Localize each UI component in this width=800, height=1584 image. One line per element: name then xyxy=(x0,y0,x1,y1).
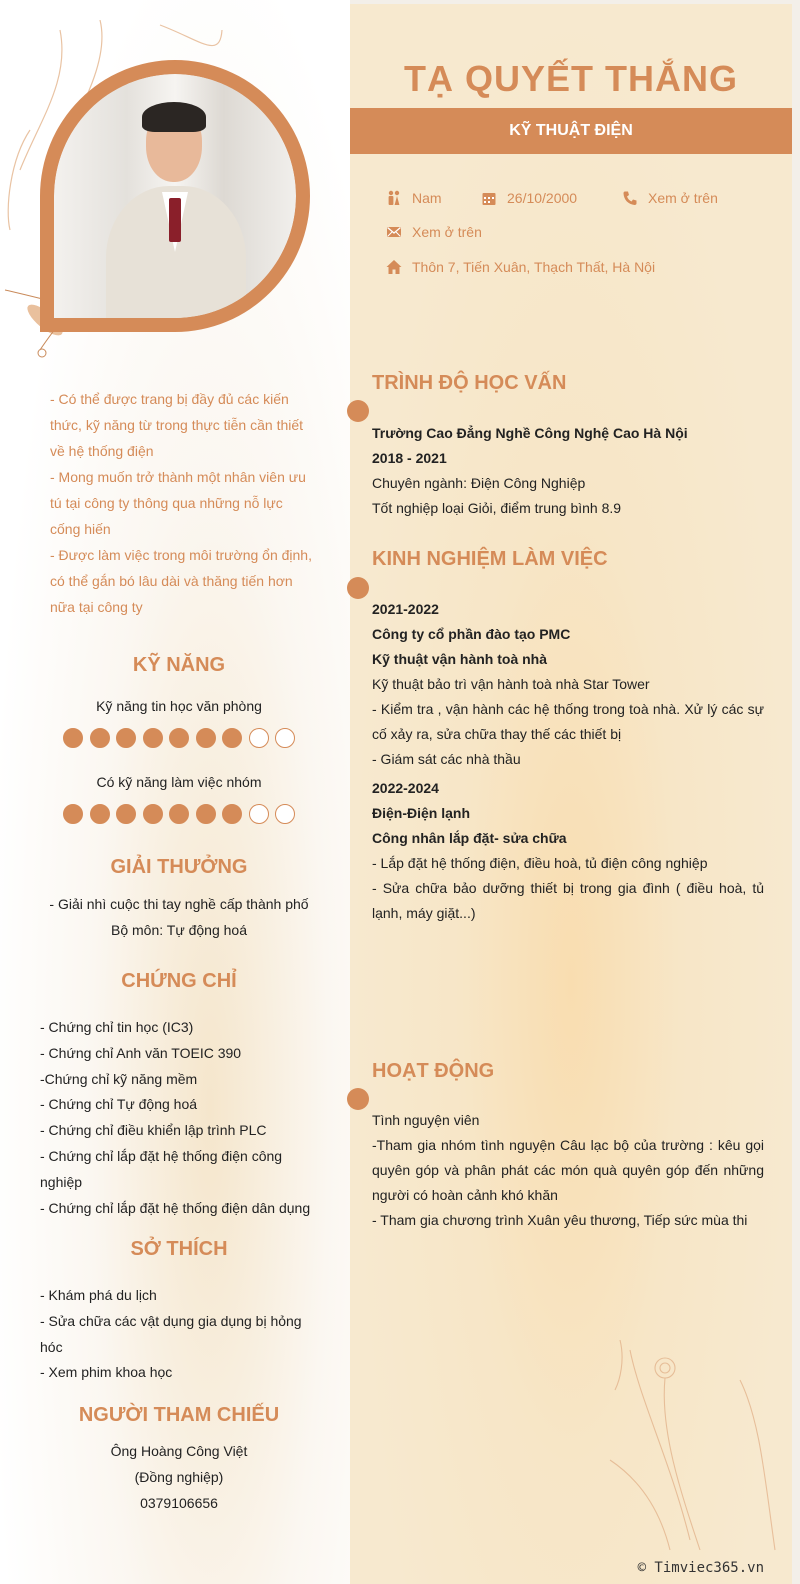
section-marker xyxy=(347,1088,369,1110)
rating-dot-filled xyxy=(169,728,189,748)
rating-dot-empty xyxy=(275,728,295,748)
school-name: Trường Cao Đẳng Nghề Công Nghệ Cao Hà Nội xyxy=(372,425,688,441)
address-info xyxy=(386,259,655,275)
hobbies-heading: SỞ THÍCH xyxy=(130,1238,228,1260)
candidate-name: TẠ QUYẾT THẮNG xyxy=(404,58,738,99)
list-item: - Khám phá du lịch xyxy=(40,1287,157,1303)
list-item: - Chứng chỉ lắp đặt hệ thống điện công nghiệp xyxy=(40,1147,283,1190)
rating-dot-filled xyxy=(90,804,110,824)
gender-icon xyxy=(386,190,402,206)
address-value: Thôn 7, Tiến Xuân, Thạch Thất, Hà Nội xyxy=(412,259,656,275)
list-item: - Sửa chữa các vật dụng gia dụng bị hỏng hóc xyxy=(40,1312,302,1355)
rating-dot-filled xyxy=(143,728,163,748)
rating-dot-filled xyxy=(196,728,216,748)
list-item: - Chứng chỉ Anh văn TOEIC 390 xyxy=(40,1044,242,1061)
career-objective xyxy=(50,386,312,620)
list-item: -Chứng chỉ kỹ năng mềm xyxy=(40,1070,198,1087)
job-title-bar: KỸ THUẬT ĐIỆN xyxy=(350,108,792,154)
rating-dot-filled xyxy=(196,804,216,824)
birthday-info xyxy=(481,190,577,206)
objective-line: - Mong muốn trở thành một nhân viên ưu tú tại công ty thông qua những nỗ lực cống hiến xyxy=(50,469,306,537)
profile-photo xyxy=(54,74,296,318)
hobbies-list xyxy=(40,1283,315,1386)
objective-line: - Được làm việc trong môi trường ổn định, có thể gắn bó lâu dài và thăng tiến hơn nữa tại công ty xyxy=(50,547,312,615)
list-item: - Chứng chỉ lắp đặt hệ thống điện dân dụng xyxy=(40,1199,311,1216)
rating-dot-filled xyxy=(222,804,242,824)
section-marker xyxy=(347,400,369,422)
home-icon xyxy=(386,259,402,275)
skill-label: Có kỹ năng làm việc nhóm xyxy=(96,774,262,790)
watermark: © Timviec365.vn xyxy=(637,1560,764,1576)
calendar-icon xyxy=(481,190,497,206)
email-value: Xem ở trên xyxy=(412,224,482,240)
section-marker xyxy=(347,577,369,599)
reference-relation: (Đồng nghiệp) xyxy=(134,1469,224,1485)
awards-heading: GIẢI THƯỞNG xyxy=(110,856,248,878)
flower-decoration-icon xyxy=(590,1340,790,1560)
rating-dot-filled xyxy=(116,804,136,824)
certificates-list xyxy=(40,1015,315,1221)
job-role: Kỹ thuật vận hành toà nhà xyxy=(372,651,548,667)
gender-info xyxy=(386,190,442,206)
job-detail: Kỹ thuật bảo trì vận hành toà nhà Star Tower xyxy=(372,676,650,692)
list-item: - Chứng chỉ tin học (IC3) xyxy=(40,1019,194,1035)
education-period: 2018 - 2021 xyxy=(372,450,447,466)
activities-block xyxy=(372,1108,764,1233)
job-company: Công ty cổ phần đào tạo PMC xyxy=(372,626,571,642)
birthday-value: 26/10/2000 xyxy=(507,190,578,206)
job-company: Điện-Điện lạnh xyxy=(372,805,471,821)
objective-line: - Có thể được trang bị đầy đủ các kiến thức, kỹ năng từ trong thực tiễn cần thiết về hệ thống điện xyxy=(50,391,304,459)
job-period: 2022-2024 xyxy=(372,780,439,796)
job-period: 2021-2022 xyxy=(372,601,439,617)
rating-dot-empty xyxy=(249,804,269,824)
skill-label: Kỹ năng tin học văn phòng xyxy=(96,698,262,714)
activity-title: Tình nguyện viên xyxy=(372,1112,480,1128)
job-detail: - Giám sát các nhà thầu xyxy=(372,751,521,767)
profile-photo-frame xyxy=(40,60,310,332)
activity-detail: - Tham gia chương trình Xuân yêu thương, Tiếp sức mùa thi xyxy=(372,1212,748,1228)
rating-dot-empty xyxy=(249,728,269,748)
award-line: - Giải nhì cuộc thi tay nghề cấp thành phố xyxy=(49,896,309,912)
experience-block xyxy=(372,597,764,926)
rating-dot-filled xyxy=(222,728,242,748)
email-info xyxy=(386,224,482,240)
job-role: Công nhân lắp đặt- sửa chữa xyxy=(372,830,567,846)
reference-name: Ông Hoàng Công Việt xyxy=(110,1443,248,1459)
activity-detail: -Tham gia nhóm tình nguyện Câu lạc bộ của trường : kêu gọi quyên góp và phân phát các món quà quyên góp đến những người có hoàn cảnh khó khăn xyxy=(372,1137,764,1203)
rating-dot-filled xyxy=(143,804,163,824)
phone-icon xyxy=(622,190,638,206)
rating-dot-filled xyxy=(90,728,110,748)
email-icon xyxy=(386,224,402,240)
skill-rating xyxy=(63,804,295,824)
education-major: Chuyên ngành: Điện Công Nghiệp xyxy=(372,475,586,491)
rating-dot-empty xyxy=(275,804,295,824)
rating-dot-filled xyxy=(63,728,83,748)
job-detail: - Sửa chữa bảo dưỡng thiết bị trong gia đình ( điều hoà, tủ lạnh, máy giặt...) xyxy=(372,880,764,921)
skill-rating xyxy=(63,728,295,748)
award-line: Bộ môn: Tự động hoá xyxy=(111,922,247,938)
list-item: - Chứng chỉ Tự động hoá xyxy=(40,1096,198,1113)
phone-info xyxy=(622,190,718,206)
education-block xyxy=(372,421,764,521)
education-heading: TRÌNH ĐỘ HỌC VẤN xyxy=(372,372,567,394)
job-detail: - Kiểm tra , vận hành các hệ thống trong toà nhà. Xử lý các sự cố xảy ra, sửa chữa thay thế các thiết bị xyxy=(372,701,764,742)
activities-heading: HOẠT ĐỘNG xyxy=(372,1060,495,1082)
certificates-heading: CHỨNG CHỈ xyxy=(121,970,237,992)
gender-value: Nam xyxy=(412,190,442,206)
list-item: - Chứng chỉ điều khiển lập trình PLC xyxy=(40,1122,267,1139)
job-detail: - Lắp đặt hệ thống điện, điều hoà, tủ điện công nghiệp xyxy=(372,855,708,871)
rating-dot-filled xyxy=(63,804,83,824)
rating-dot-filled xyxy=(169,804,189,824)
phone-value: Xem ở trên xyxy=(648,190,718,206)
rating-dot-filled xyxy=(116,728,136,748)
list-item: - Xem phim khoa học xyxy=(40,1364,173,1381)
reference-phone: 0379106656 xyxy=(140,1495,218,1511)
experience-heading: KINH NGHIỆM LÀM VIỆC xyxy=(372,548,608,570)
reference-heading: NGƯỜI THAM CHIẾU xyxy=(78,1404,280,1426)
skills-heading: KỸ NĂNG xyxy=(132,654,226,676)
education-result: Tốt nghiệp loại Giỏi, điểm trung bình 8.9 xyxy=(372,500,622,516)
